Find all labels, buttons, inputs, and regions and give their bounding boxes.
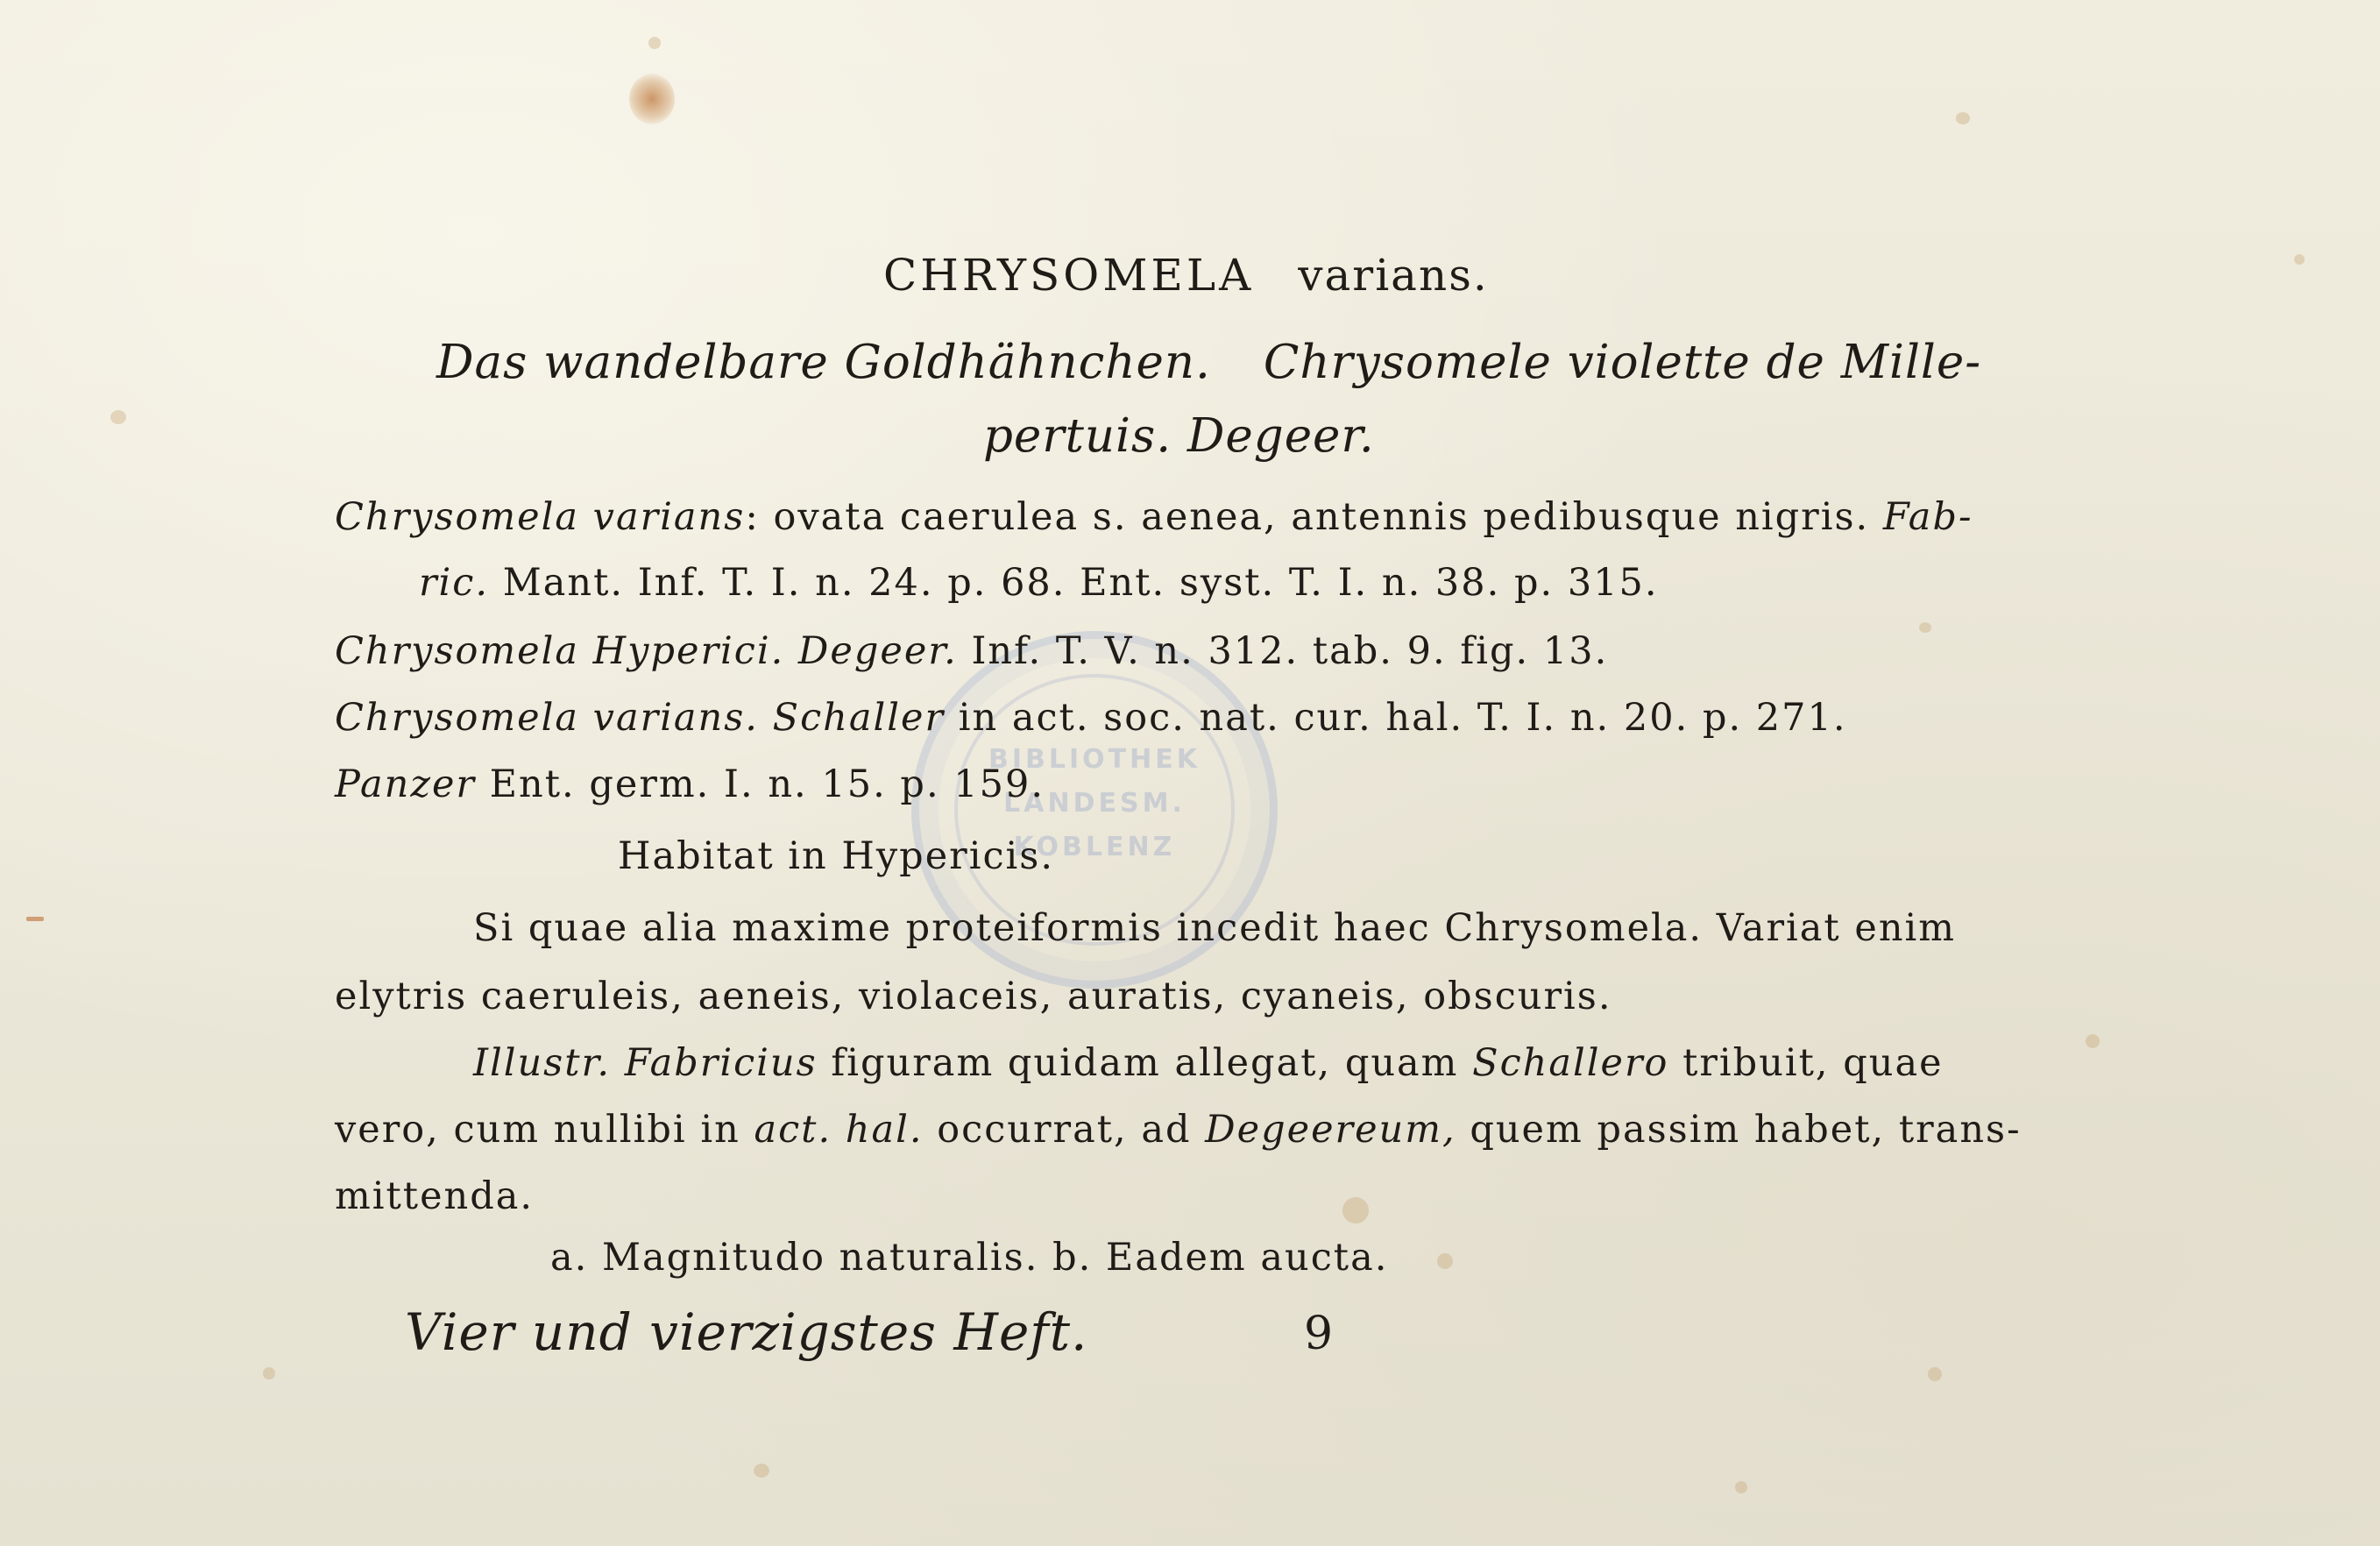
author-name: Panzer bbox=[335, 762, 476, 806]
paragraph-text: quem passim habet, trans- bbox=[1470, 1108, 2022, 1152]
synonymy-line bbox=[335, 696, 1847, 740]
citation-text: Inf. T. V. n. 312. tab. 9. fig. 13. bbox=[971, 629, 1609, 673]
paper-speck bbox=[1735, 1481, 1747, 1493]
paragraph-line bbox=[335, 1108, 2022, 1152]
synonymy-line bbox=[419, 561, 1659, 605]
paragraph-text: occurrat, ad bbox=[937, 1108, 1192, 1152]
citation-text: in act. soc. nat. cur. hal. T. I. n. 20. p. 271. bbox=[958, 696, 1847, 740]
journal-abbrev: act. hal. bbox=[754, 1108, 924, 1152]
taxon-name: Chrysomela Hyperici. Degeer. bbox=[335, 629, 958, 673]
synonymy-line bbox=[335, 495, 1973, 539]
page-number: 9 bbox=[1304, 1308, 1334, 1360]
taxon-name: Chrysomela varians. Schaller bbox=[335, 696, 946, 740]
author-name: Fab- bbox=[1882, 495, 1973, 539]
stamp-text-line: KOBLENZ bbox=[1013, 832, 1176, 862]
genus-name: CHRYSOMELA bbox=[883, 250, 1255, 301]
paragraph-line: Si quae alia maxime proteiformis incedit haec Chrysomela. Variat enim bbox=[473, 906, 1957, 950]
paper-speck bbox=[1928, 1367, 1942, 1381]
citation-text: Ent. germ. I. n. 15. p. 159. bbox=[489, 762, 1045, 806]
french-common-name: Chrysomele violette de Mille- bbox=[1263, 336, 1982, 389]
author-name: ric. bbox=[419, 561, 490, 605]
synonymy-line bbox=[335, 762, 1045, 806]
german-common-name: Das wandelbare Goldhähnchen. bbox=[436, 336, 1211, 389]
rust-stain bbox=[629, 74, 675, 124]
citation-text: Mant. Inf. T. I. n. 24. p. 68. Ent. syst. T. I. n. 38. p. 315. bbox=[502, 561, 1659, 605]
paragraph-line: mittenda. bbox=[335, 1174, 535, 1218]
author-name: Schallero bbox=[1472, 1041, 1669, 1085]
paper-speck bbox=[263, 1367, 275, 1379]
description-text: : ovata caerulea s. aenea, antennis pedibusque nigris. bbox=[745, 495, 1870, 539]
author-name: Degeereum, bbox=[1205, 1108, 1456, 1152]
paper-speck bbox=[2086, 1034, 2100, 1048]
paper-speck bbox=[1919, 622, 1931, 633]
paragraph-text: figuram quidam allegat, quam bbox=[831, 1041, 1459, 1085]
paragraph-line: elytris caeruleis, aeneis, violaceis, auratis, cyaneis, obscuris. bbox=[335, 975, 1612, 1018]
paragraph-text: vero, cum nullibi in bbox=[335, 1108, 740, 1152]
paper-speck bbox=[1342, 1197, 1369, 1223]
paper-speck bbox=[2294, 254, 2305, 265]
stamp-text-line: BIBLIOTHEK bbox=[988, 744, 1201, 775]
paper-speck bbox=[1437, 1253, 1453, 1269]
signature-line: Vier und vierzigstes Heft. bbox=[405, 1302, 1088, 1362]
common-names-line-1 bbox=[436, 336, 1981, 389]
paper-speck bbox=[648, 37, 661, 49]
species-name: varians. bbox=[1298, 250, 1489, 301]
figure-caption: a. Magnitudo naturalis. b. Eadem aucta. bbox=[550, 1236, 1389, 1280]
species-heading bbox=[883, 250, 1489, 301]
paper-speck bbox=[110, 410, 126, 424]
paper-speck bbox=[1956, 112, 1970, 124]
paper-speck bbox=[754, 1464, 769, 1478]
stamp-text-line: LANDESM. bbox=[1003, 788, 1186, 819]
synonymy-line bbox=[335, 629, 1608, 673]
habitat-line: Habitat in Hypericis. bbox=[618, 834, 1055, 878]
paragraph-line bbox=[473, 1041, 1944, 1085]
paper-speck bbox=[26, 917, 44, 921]
paragraph-text: tribuit, quae bbox=[1682, 1041, 1944, 1085]
common-names-line-2: pertuis. Degeer. bbox=[983, 409, 1375, 463]
taxon-name: Chrysomela varians bbox=[335, 495, 746, 539]
author-name: Illustr. Fabricius bbox=[473, 1041, 818, 1085]
